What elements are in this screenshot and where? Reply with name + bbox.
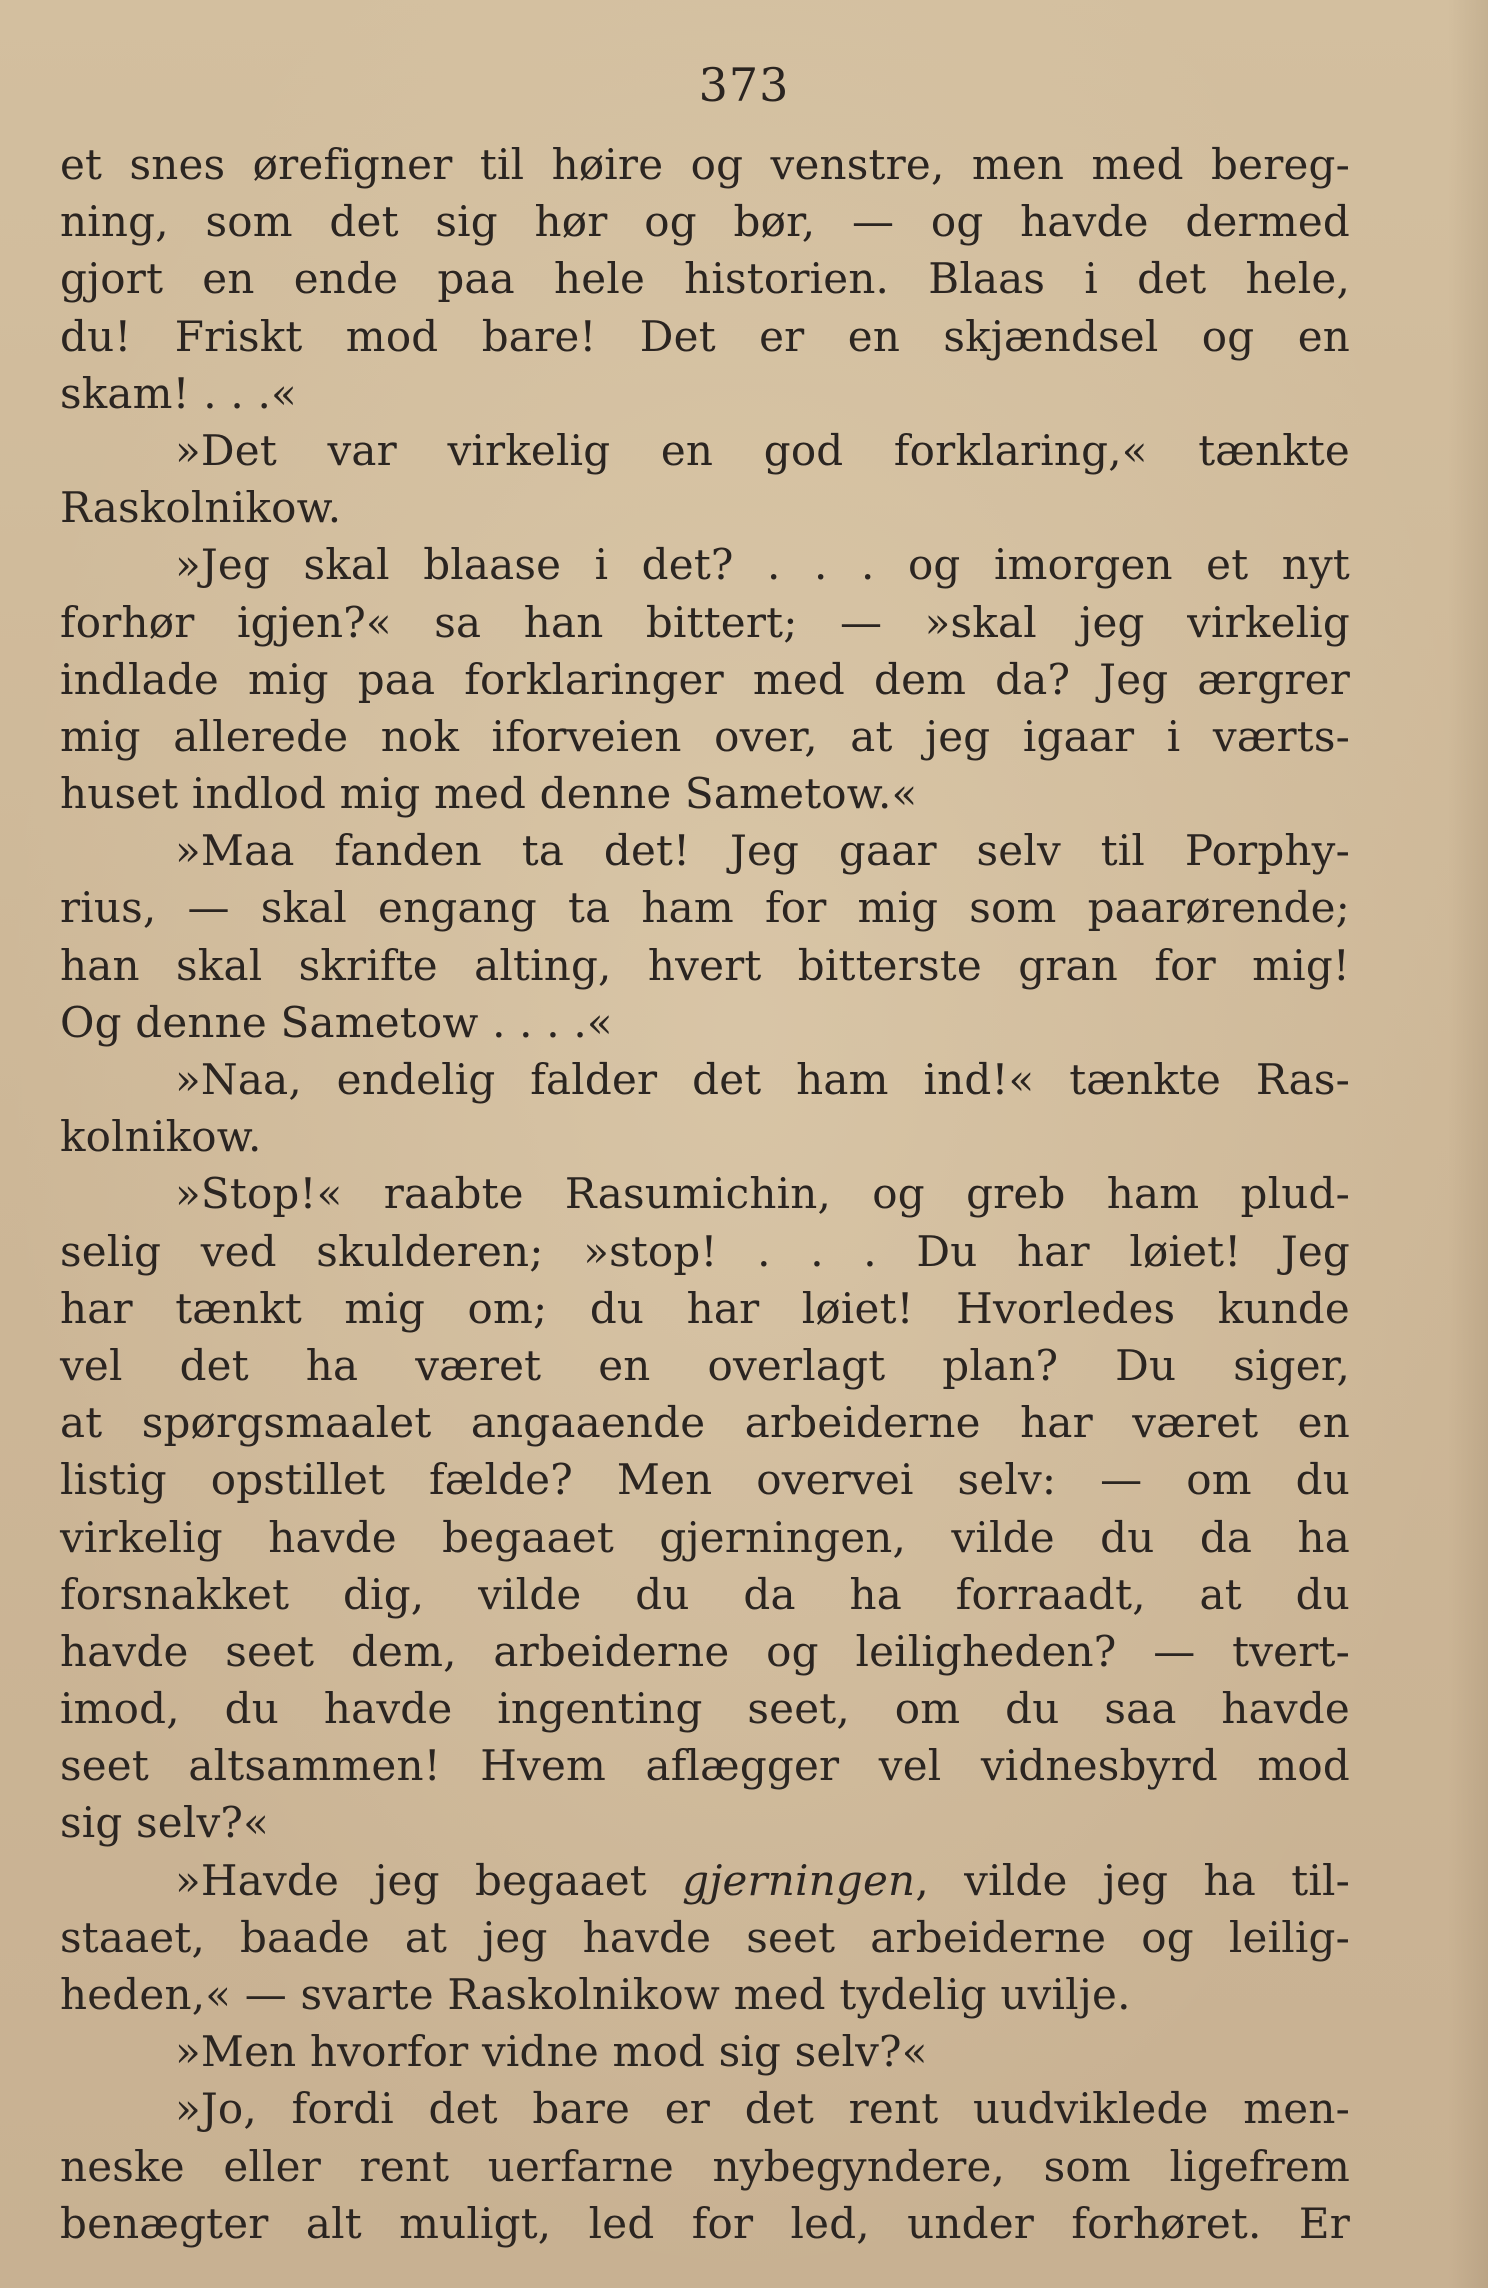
- page-edge-shadow: [1448, 0, 1488, 2288]
- text-line: gjort en ende paa hele historien. Blaas i det hele,: [60, 254, 1350, 304]
- text-line: selig ved skulderen; »stop! . . . Du har løiet! Jeg: [60, 1226, 1350, 1276]
- text-line: »Stop!« raabte Rasumichin, og greb ham plud-: [175, 1169, 1350, 1219]
- text-line: kolnikow.: [60, 1112, 262, 1162]
- text-line: du! Friskt mod bare! Det er en skjændsel og en: [60, 311, 1350, 361]
- text-segment: »Havde jeg begaaet: [175, 1855, 683, 1905]
- text-line: virkelig havde begaaet gjerningen, vilde du da ha: [60, 1512, 1350, 1562]
- text-line: rius, — skal engang ta ham for mig som paarørende;: [60, 883, 1350, 933]
- text-line: »Det var virkelig en god forklaring,« tænkte: [175, 425, 1350, 475]
- text-line: vel det ha været en overlagt plan? Du siger,: [60, 1340, 1350, 1390]
- text-line: mig allerede nok iforveien over, at jeg igaar i værts-: [60, 711, 1350, 761]
- text-line: staaet, baade at jeg havde seet arbeiderne og leilig-: [60, 1912, 1350, 1962]
- text-line: Raskolnikow.: [60, 483, 342, 533]
- text-line: et snes ørefigner til høire og venstre, men med bereg-: [60, 140, 1350, 189]
- text-line: sig selv?«: [60, 1798, 270, 1848]
- text-line: Og denne Sametow . . . .«: [60, 997, 613, 1047]
- text-line: at spørgsmaalet angaaende arbeiderne har været en: [60, 1398, 1350, 1448]
- text-line: [60, 1852, 1350, 1909]
- text-line: »Jeg skal blaase i det? . . . og imorgen et nyt: [175, 540, 1350, 590]
- text-line: ning, som det sig hør og bør, — og havde dermed: [60, 197, 1350, 247]
- text-line: forhør igjen?« sa han bittert; — »skal jeg virkelig: [60, 597, 1350, 647]
- text-line: listig opstillet fælde? Men overvei selv: — om du: [60, 1455, 1350, 1505]
- text-line: neske eller rent uerfarne nybegyndere, som ligefrem: [60, 2141, 1350, 2191]
- page-number: 373: [698, 58, 790, 112]
- text-line: »Maa fanden ta det! Jeg gaar selv til Porphy-: [175, 826, 1350, 876]
- text-line: havde seet dem, arbeiderne og leiligheden? — tvert-: [60, 1626, 1350, 1676]
- text-line: heden,« — svarte Raskolnikow med tydelig uvilje.: [60, 1970, 1131, 2019]
- text-line: »Men hvorfor vidne mod sig selv?«: [175, 2027, 928, 2077]
- text-line: indlade mig paa forklaringer med dem da? Jeg ærgrer: [60, 654, 1350, 704]
- italic-word: gjerningen: [682, 1855, 916, 1905]
- text-segment: , vilde jeg ha til-: [915, 1855, 1350, 1905]
- text-line: skam! . . .«: [60, 368, 297, 418]
- text-line: forsnakket dig, vilde du da ha forraadt, at du: [60, 1569, 1350, 1619]
- text-line: »Naa, endelig falder det ham ind!« tænkte Ras-: [175, 1055, 1350, 1104]
- text-line: seet altsammen! Hvem aflægger vel vidnesbyrd mod: [60, 1741, 1350, 1791]
- text-line: »Jo, fordi det bare er det rent uudviklede men-: [175, 2084, 1350, 2134]
- text-line: benægter alt muligt, led for led, under forhøret. Er: [60, 2198, 1350, 2248]
- text-line: imod, du havde ingenting seet, om du saa havde: [60, 1684, 1350, 1734]
- text-line: han skal skrifte alting, hvert bitterste gran for mig!: [60, 940, 1350, 990]
- body-text: [60, 136, 1350, 2252]
- text-line: huset indlod mig med denne Sametow.«: [60, 769, 918, 819]
- text-line: har tænkt mig om; du har løiet! Hvorledes kunde: [60, 1283, 1350, 1333]
